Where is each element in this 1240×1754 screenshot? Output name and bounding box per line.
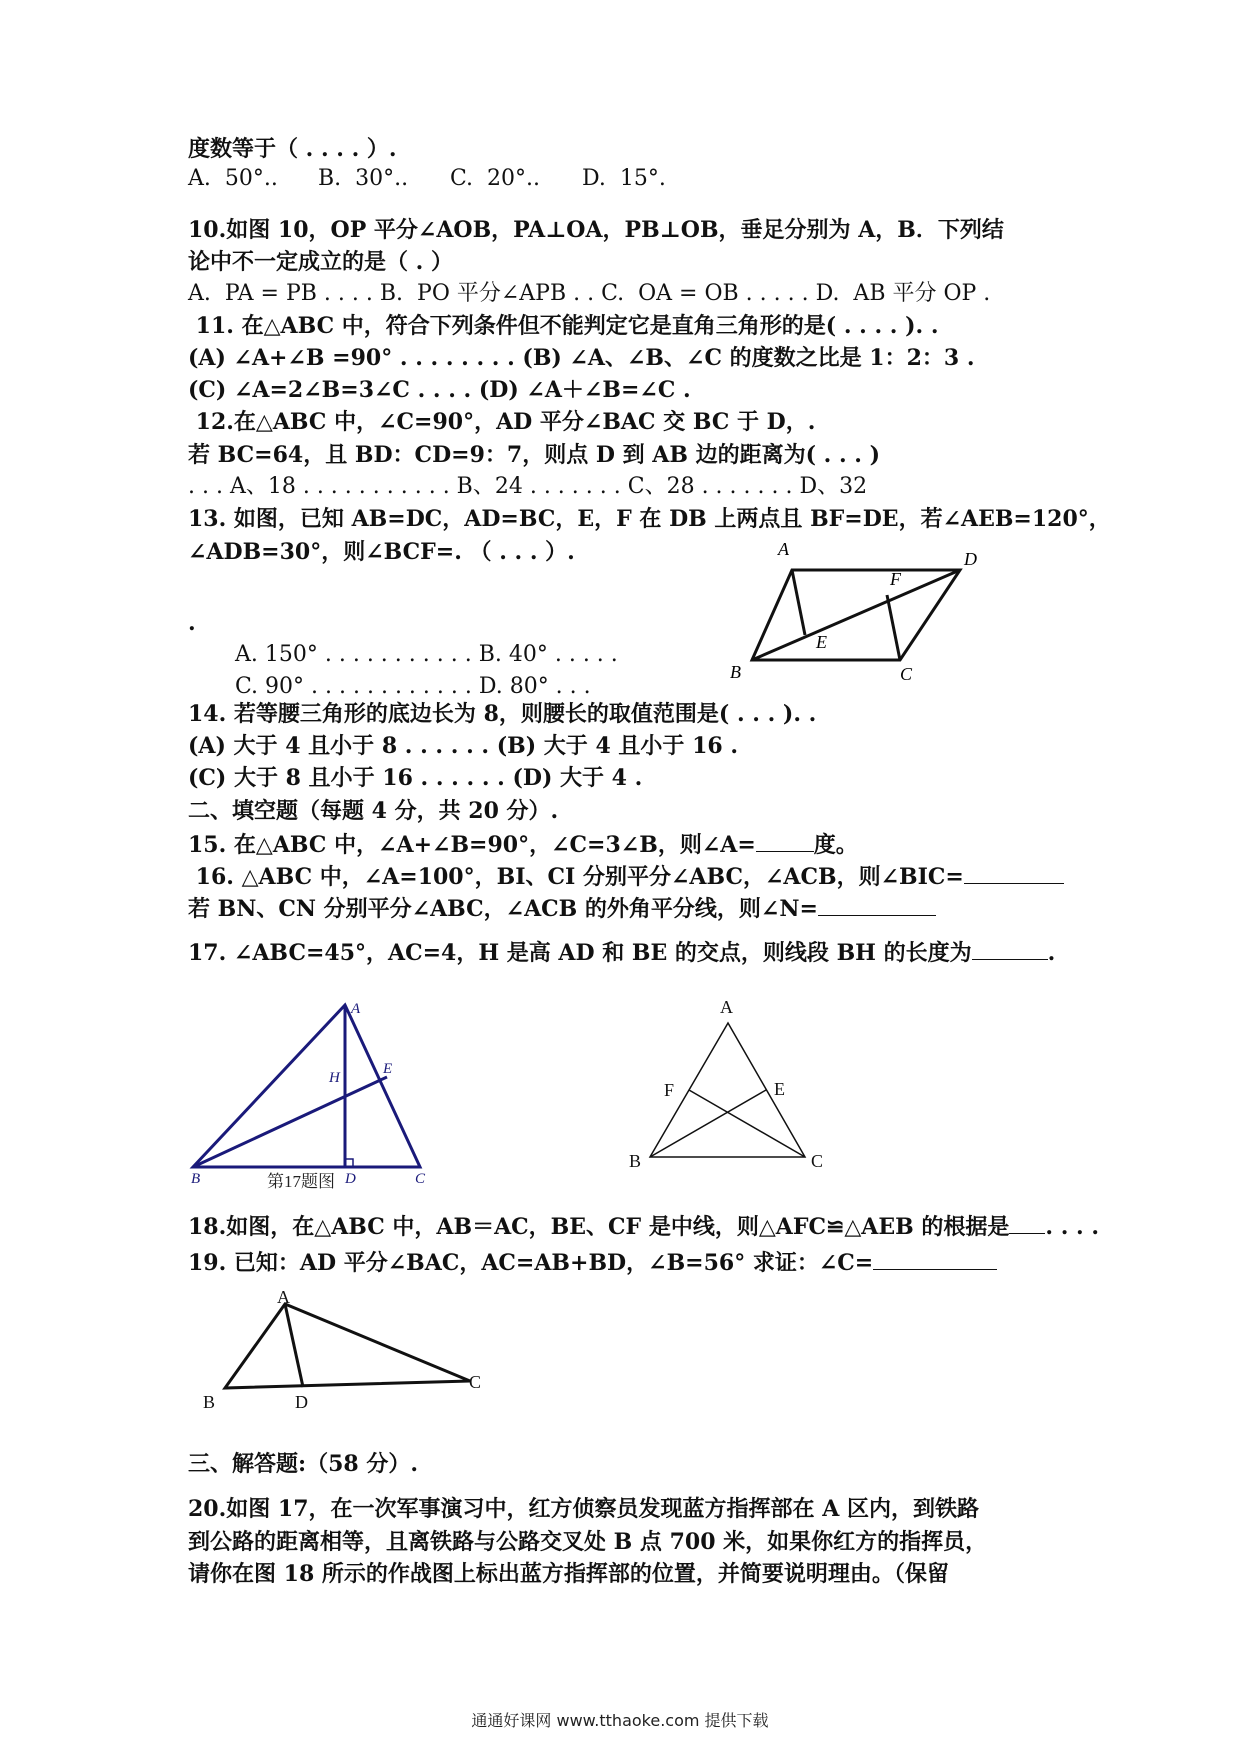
- q9-option-a: A. 50°..: [188, 166, 278, 191]
- fig17-label-c: C: [415, 1171, 426, 1187]
- section-2-title: 二、填空题（每题 4 分，共 20 分）.: [188, 798, 559, 824]
- fig18-label-a: A: [720, 997, 733, 1017]
- section-3-title: 三、解答题:（58 分）.: [188, 1451, 419, 1477]
- fig13-label-f: F: [890, 569, 901, 589]
- q13-options-ab: A. 150° . . . . . . . . . . . B. 40° . . . . .: [235, 642, 618, 667]
- figure-18-triangle: [620, 995, 840, 1180]
- fig17-label-d: D: [345, 1171, 356, 1187]
- q16-blank-n[interactable]: [818, 893, 936, 916]
- q9-stem-end: 度数等于（ . . . . ）.: [188, 136, 397, 162]
- q11-options-cd: (C) ∠A=2∠B=3∠C . . . . (D) ∠A＋∠B=∠C .: [188, 377, 691, 403]
- q13-stem: 13. 如图，已知 AB=DC，AD=BC，E，F 在 DB 上两点且 BF=DE，若∠AEB=120°，: [188, 506, 1111, 532]
- figure-19-triangle: [195, 1285, 495, 1410]
- fig19-label-b: B: [203, 1392, 216, 1410]
- fig18-label-f: F: [664, 1080, 675, 1100]
- q14-options-cd: (C) 大于 8 且小于 16 . . . . . . (D) 大于 4 .: [188, 765, 643, 791]
- page-footer: 通通好课网 www.tthaoke.com 提供下载: [471, 1711, 769, 1730]
- q13-stray-dot: .: [188, 610, 196, 636]
- q18: 18.如图，在△ABC 中，AB＝AC，BE、CF 是中线，则△AFC≌△AEB 的根据是 . . . .: [188, 1211, 1099, 1242]
- figure-13-parallelogram: [720, 535, 980, 685]
- q12-stem-cont: 若 BC=64，且 BD：CD=9：7，则点 D 到 AB 边的距离为( . . . ): [188, 442, 881, 468]
- q15: 15. 在△ABC 中，∠A+∠B=90°，∠C=3∠B，则∠A= 度。: [188, 829, 858, 860]
- q19-blank[interactable]: [873, 1247, 997, 1270]
- fig13-label-c: C: [900, 664, 913, 684]
- q13-stem-cont: ∠ADB=30°，则∠BCF=. （ . . . ）.: [188, 539, 575, 565]
- q15-blank[interactable]: [756, 829, 814, 852]
- q14-options-ab: (A) 大于 4 且小于 8 . . . . . . (B) 大于 4 且小于 16 .: [188, 733, 739, 759]
- fig18-label-e: E: [774, 1079, 785, 1099]
- fig17-label-h: H: [329, 1070, 340, 1086]
- q11-options-ab: (A) ∠A+∠B =90° . . . . . . . . (B) ∠A、∠B、∠C 的度数之比是 1：2：3 .: [188, 345, 975, 371]
- q19: 19. 已知：AD 平分∠BAC，AC=AB+BD，∠B=56° 求证：∠C=: [188, 1247, 997, 1278]
- fig17-label-e: E: [383, 1061, 393, 1077]
- fig19-label-a: A: [277, 1287, 290, 1307]
- fig18-label-c: C: [811, 1151, 824, 1171]
- fig18-label-b: B: [629, 1151, 642, 1171]
- q20-line3: 请你在图 18 所示的作战图上标出蓝方指挥部的位置，并简要说明理由。（保留: [188, 1561, 949, 1587]
- fig19-label-d: D: [295, 1392, 308, 1410]
- fig13-label-a: A: [778, 539, 789, 559]
- q16-line1: 16. △ABC 中，∠A=100°，BI、CI 分别平分∠ABC，∠ACB，则∠BIC=: [188, 861, 1064, 892]
- q16-blank-bic[interactable]: [964, 861, 1064, 884]
- q17-blank[interactable]: [972, 937, 1048, 960]
- q12-stem: 12.在△ABC 中，∠C=90°，AD 平分∠BAC 交 BC 于 D，.: [188, 409, 816, 435]
- q9-option-d: D. 15°.: [582, 166, 666, 191]
- q20-line2: 到公路的距离相等，且离铁路与公路交叉处 B 点 700 米，如果你红方的指挥员，: [188, 1529, 988, 1555]
- q10-options: A. PA = PB . . . . B. PO 平分∠APB . . C. OA = OB . . . . . D. AB 平分 OP .: [188, 281, 991, 306]
- fig13-label-d: D: [964, 549, 977, 569]
- q20-line1: 20.如图 17，在一次军事演习中，红方侦察员发现蓝方指挥部在 A 区内，到铁路: [188, 1496, 979, 1522]
- fig13-label-b: B: [730, 662, 741, 682]
- q12-options: . . . A、18 . . . . . . . . . . . B、24 . . . . . . . C、28 . . . . . . . D、32: [188, 474, 868, 499]
- fig17-label-a: A: [351, 1001, 361, 1017]
- q17: 17. ∠ABC=45°，AC=4，H 是高 AD 和 BE 的交点，则线段 BH 的长度为 .: [188, 937, 1055, 968]
- q14-stem: 14. 若等腰三角形的底边长为 8，则腰长的取值范围是( . . . ). .: [188, 701, 817, 727]
- q11-stem: 11. 在△ABC 中，符合下列条件但不能判定它是直角三角形的是( . . . . ). .: [188, 313, 939, 339]
- figure-17-triangle: [185, 995, 445, 1190]
- q13-options-cd: C. 90° . . . . . . . . . . . . D. 80° . . .: [235, 674, 591, 699]
- q10-stem: 10.如图 10，OP 平分∠AOB，PA⊥OA，PB⊥OB，垂足分别为 A，B．下列结: [188, 217, 1004, 243]
- fig17-label-b: B: [191, 1171, 201, 1187]
- q16-line2: 若 BN、CN 分别平分∠ABC，∠ACB 的外角平分线，则∠N=: [188, 893, 936, 924]
- q18-blank[interactable]: [1009, 1211, 1045, 1234]
- q9-option-c: C. 20°..: [450, 166, 541, 191]
- q9-option-b: B. 30°..: [318, 166, 409, 191]
- q10-stem-cont: 论中不一定成立的是（ . ）: [188, 249, 453, 275]
- fig13-label-e: E: [816, 632, 827, 652]
- fig19-label-c: C: [469, 1372, 482, 1392]
- fig17-caption: 第17题图: [267, 1172, 335, 1190]
